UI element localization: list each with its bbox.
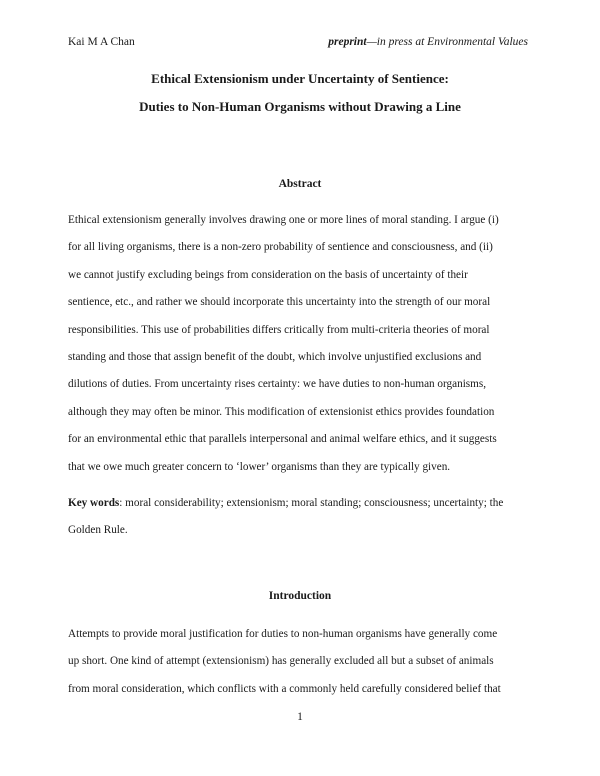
abstract-heading: Abstract [278, 178, 322, 190]
keywords-line-1 [68, 490, 538, 517]
abstract-line: sentience, etc., and rather we should incorporate this uncertainty into the strength of our moral [68, 296, 491, 309]
abstract-line: for an environmental ethic that parallels interpersonal and animal welfare ethics, and it suggests [68, 433, 497, 446]
abstract-line: Ethical extensionism generally involves drawing one or more lines of moral standing. I argue (i) [68, 214, 499, 226]
introduction-line: Attempts to provide moral justification for duties to non-human organisms have generally come [68, 628, 498, 640]
introduction-text [68, 621, 538, 703]
introduction-line: from moral consideration, which conflicts with a commonly held carefully considered belief that [68, 682, 501, 695]
abstract-line: for all living organisms, there is a non-zero probability of sentience and consciousness, and (ii) [68, 241, 493, 254]
abstract-text [68, 207, 538, 481]
page-number: 1 [297, 711, 303, 723]
header-author: Kai M A Chan [68, 36, 135, 48]
abstract-line: although they may often be minor. This modification of extensionist ethics provides foundation [68, 405, 495, 418]
abstract-line: that we owe much greater concern to ‘lower’ organisms than they are typically given. [68, 460, 451, 473]
header-status [328, 36, 528, 48]
header-status-preprint: preprint [328, 36, 367, 48]
introduction-heading: Introduction [268, 590, 332, 602]
header-status-note: —in press at Environmental Values [366, 36, 528, 48]
abstract-line: we cannot justify excluding beings from consideration on the basis of uncertainty of their [68, 268, 468, 281]
abstract-line: dilutions of duties. From uncertainty rises certainty: we have duties to non-human organisms, [68, 378, 487, 391]
keywords [68, 490, 538, 545]
abstract-line: responsibilities. This use of probabilities differs critically from multi-criteria theories of moral [68, 323, 490, 336]
keywords-line-2: Golden Rule. [68, 524, 128, 537]
keywords-label: Key words [68, 497, 120, 509]
keywords-list: : moral considerability; extensionism; moral standing; consciousness; uncertainty; the [119, 497, 504, 509]
introduction-line: up short. One kind of attempt (extensionism) has generally excluded all but a subset of animals [68, 655, 494, 668]
paper-title-line-1: Ethical Extensionism under Uncertainty of Sentience: [151, 71, 449, 86]
abstract-line: standing and those that assign benefit of the doubt, which involve unjustified exclusions and [68, 351, 482, 364]
paper-title-line-2: Duties to Non-Human Organisms without Drawing a Line [139, 99, 461, 114]
